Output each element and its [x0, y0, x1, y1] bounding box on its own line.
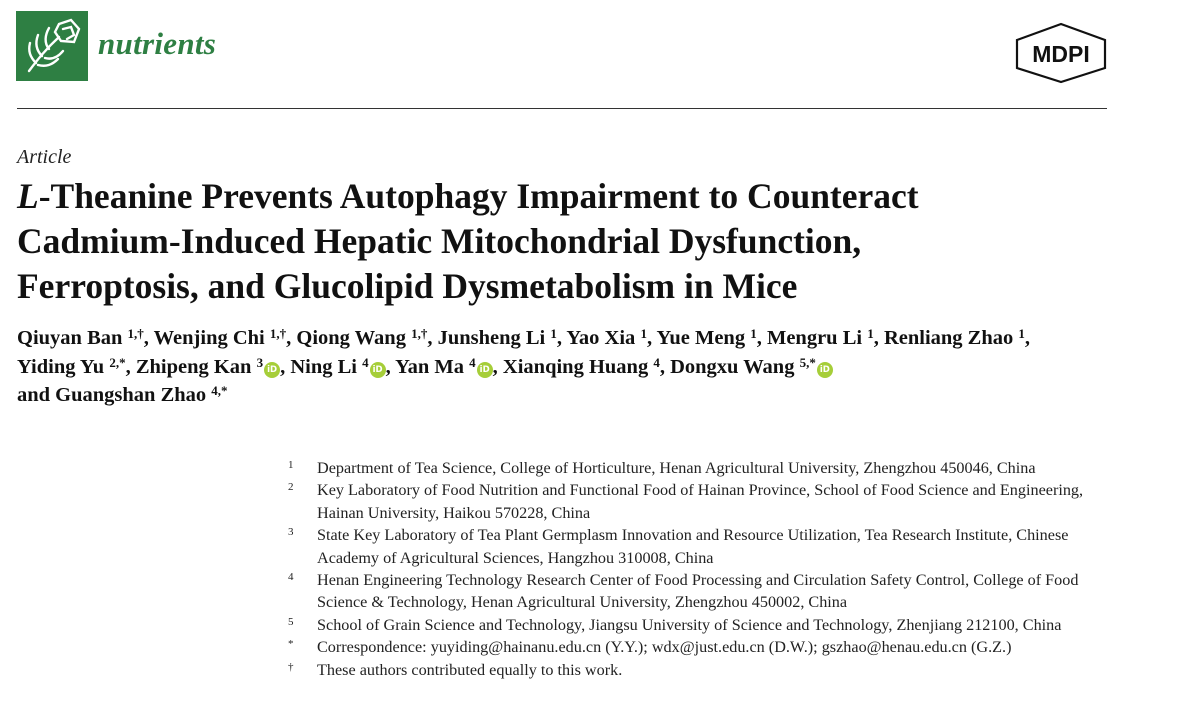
title-line-3: Ferroptosis, and Glucolipid Dysmetabolism in Mice: [17, 266, 798, 306]
author[interactable]: Zhipeng Kan $^3$: [135, 354, 264, 378]
article-type-label: Article: [17, 146, 72, 168]
title-line-2: Cadmium-Induced Hepatic Mitochondrial Dysfunction,: [17, 221, 862, 261]
publisher-name: MDPI: [1032, 41, 1090, 67]
author[interactable]: Xianqing Huang $^4$: [502, 354, 660, 378]
correspondence-item: [288, 636, 1128, 658]
affiliation-marker: 5: [288, 615, 294, 628]
author-list: Qiuyan Ban $^{1,\dagger}$, Wenjing Chi $^{1,\dagger}$, Qiong Wang $^{1,\dagger}$, Junsheng Li $^1$, Yao Xia $^1$, Yue Meng $^1$, Mengru Li $^1$, Renliang Zhao $^1$, Yiding Yu $^{2,*}$, Zhipeng Kan $^3$ iD , Ning Li $^4$ iD , Yan Ma $^4$ iD , Xianqing Huang $^4$, Dongxu Wang $^{5,*}$ iD and Guangshan Zhao $^{4,*}$: [17, 326, 1030, 406]
orcid-icon[interactable]: iD: [817, 362, 833, 378]
author[interactable]: Qiong Wang $^{1,\dagger}$: [296, 326, 428, 349]
orcid-icon[interactable]: iD: [370, 362, 386, 378]
affiliation-marker: †: [288, 660, 294, 673]
author[interactable]: Dongxu Wang $^{5,*}$: [670, 354, 816, 378]
correspondence-text[interactable]: Correspondence: yuyiding@hainanu.edu.cn (Y.Y.); wdx@just.edu.cn (D.W.); gszhao@henau.edu.cn (G.Z.): [317, 638, 1012, 657]
mdpi-hexagon-logo-icon: [1013, 22, 1109, 84]
author[interactable]: Ning Li $^4$: [290, 354, 369, 378]
orcid-icon[interactable]: iD: [264, 362, 280, 378]
affiliation-text: Department of Tea Science, College of Horticulture, Henan Agricultural University, Zhengzhou 450046, China: [317, 459, 1036, 477]
journal-name: nutrients: [98, 26, 217, 61]
leaf-mark-graphic: [16, 11, 88, 81]
author[interactable]: Renliang Zhao $^1$: [883, 326, 1025, 349]
affiliation-item: [288, 569, 1128, 614]
author[interactable]: Wenjing Chi $^{1,\dagger}$: [153, 326, 287, 349]
nutrients-leaf-logo-icon: [16, 11, 88, 81]
header-divider: [17, 108, 1107, 109]
affiliation-marker: 3: [288, 526, 294, 539]
author[interactable]: and Guangshan Zhao $^{4,*}$: [17, 383, 228, 406]
author[interactable]: Junsheng Li $^1$: [437, 326, 557, 349]
article-title: [17, 174, 1117, 309]
affiliation-item: [288, 614, 1128, 636]
affiliation-item: [288, 479, 1128, 524]
title-italic-prefix: L: [17, 176, 39, 216]
author[interactable]: Yue Meng $^1$: [656, 326, 757, 349]
affiliation-marker: 2: [288, 481, 294, 494]
affiliation-text: School of Grain Science and Technology, Jiangsu University of Science and Technology, Zhenjiang 212100, China: [317, 615, 1062, 634]
equal-contribution-text: These authors contributed equally to this work.: [317, 660, 623, 679]
title-line-1: -Theanine Prevents Autophagy Impairment to Counteract: [38, 176, 919, 216]
affiliation-text: State Key Laboratory of Tea Plant Germplasm Innovation and Resource Utilization, Tea Research Institute, Chinese Academy of Agricultural Sciences, Hangzhou 310008, China: [317, 526, 1069, 567]
author[interactable]: Yiding Yu $^{2,*}$: [17, 354, 126, 378]
equal-contribution-note: [288, 659, 1128, 681]
orcid-icon[interactable]: iD: [477, 362, 493, 378]
author[interactable]: Mengru Li $^1$: [766, 326, 874, 349]
affiliation-marker: 4: [288, 571, 294, 584]
affiliation-item: [288, 524, 1128, 569]
affiliation-list: [288, 457, 1128, 681]
affiliation-marker: *: [288, 638, 294, 651]
author[interactable]: Yan Ma $^4$: [395, 354, 476, 378]
affiliation-text: Henan Engineering Technology Research Center of Food Processing and Circulation Safety Control, College of Food Science & Technology, Henan Agricultural University, Zhengzhou 450002, China: [317, 571, 1079, 612]
affiliation-marker: 1: [288, 459, 294, 471]
author[interactable]: Qiuyan Ban $^{1,\dagger}$: [17, 326, 144, 349]
affiliation-text: Key Laboratory of Food Nutrition and Functional Food of Hainan Province, School of Food Science and Engineering, Hainan University, Haikou 570228, China: [317, 481, 1084, 522]
author[interactable]: Yao Xia $^1$: [566, 326, 647, 349]
affiliation-item: [288, 457, 1128, 479]
